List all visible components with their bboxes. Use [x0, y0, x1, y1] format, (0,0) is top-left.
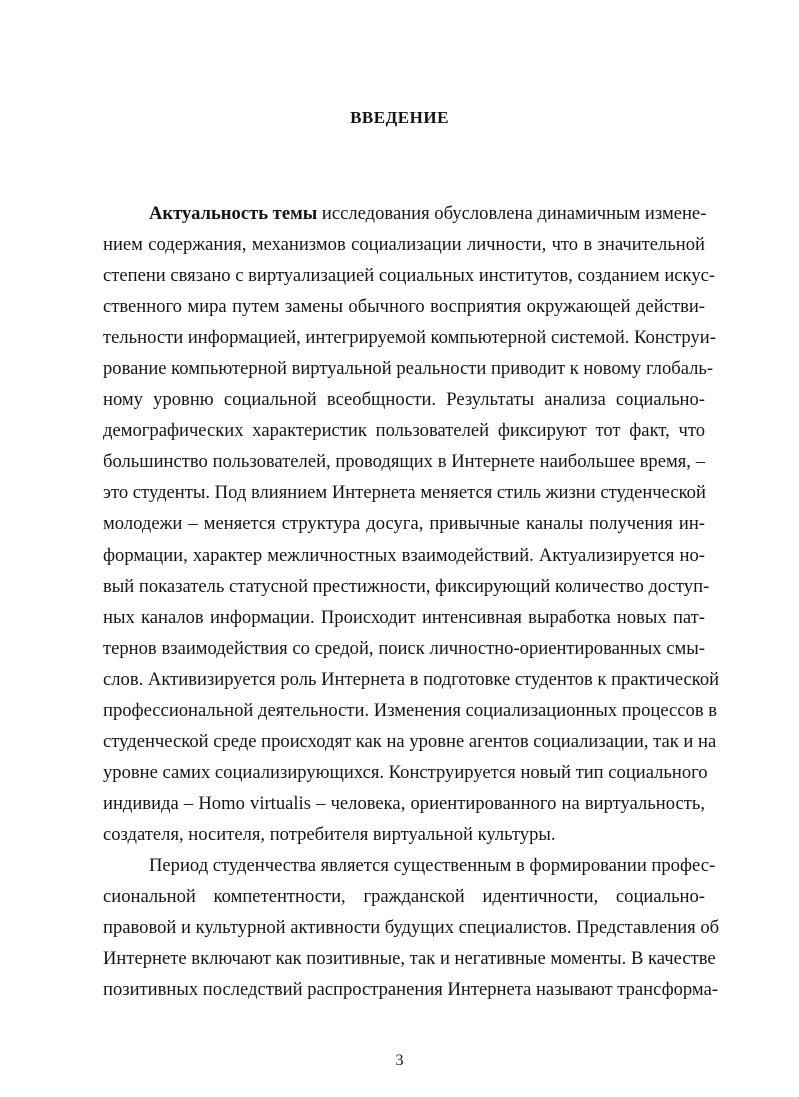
page-number: 3 [395, 1052, 404, 1069]
paragraph-2 [103, 850, 720, 1005]
paragraph1-line: это студенты. Под влиянием Интернета меняется стиль жизни студенческой [103, 482, 706, 504]
paragraph2-line: сиональной компетентности, гражданской идентичности, социально- [103, 886, 705, 908]
paragraph1-line: ному уровню социальной всеобщности. Результаты анализа социально- [103, 389, 705, 411]
body-text [103, 198, 720, 1005]
paragraph1-line: уровне самих социализирующихся. Конструируется новый тип социального [103, 761, 708, 783]
paragraph1-line: индивида – Homo virtualis – человека, ориентированного на виртуальность, [103, 792, 705, 814]
paragraph1-line: большинство пользователей, проводящих в Интернете наибольшее время, – [103, 451, 705, 473]
line-text: исследования обусловлена динамичным измене- [317, 203, 707, 224]
paragraph2-line: Интернете включают как позитивные, так и негативные моменты. В качестве [103, 948, 716, 970]
paragraph-1 [103, 229, 720, 850]
paragraph1-line: демографических характеристик пользователей фиксируют тот факт, что [103, 420, 705, 442]
lead-phrase: Актуальность темы [149, 203, 318, 224]
paragraph1-line: тельности информацией, интегрируемой компьютерной системой. Конструи- [103, 327, 716, 349]
paragraph1-line: профессиональной деятельности. Изменения социализационных процессов в [103, 699, 718, 721]
paragraph2-line: позитивных последствий распространения Интернета называют трансформа- [103, 979, 719, 1001]
paragraph1-line: слов. Активизируется роль Интернета в подготовке студентов к практической [103, 668, 720, 690]
paragraph1-line: студенческой среде происходят как на уровне агентов социализации, так и на [103, 730, 717, 752]
paragraph1-line: нием содержания, механизмов социализации личности, что в значительной [103, 234, 705, 256]
section-heading: ВВЕДЕНИЕ [350, 108, 449, 127]
paragraph2-line: Период студенчества является существенным в формировании профес- [149, 854, 716, 876]
paragraph1-line: вый показатель статусной престижности, фиксирующий количество доступ- [103, 575, 710, 597]
paragraph1-line: молодежи – меняется структура досуга, привычные каналы получения ин- [103, 513, 705, 535]
paragraph1-line: рование компьютерной виртуальной реальности приводит к новому глобаль- [103, 358, 714, 380]
paragraph1-line: создателя, носителя, потребителя виртуальной культуры. [103, 823, 556, 845]
paragraph-1-line-1 [103, 198, 705, 229]
paragraph1-line: степени связано с виртуализацией социальных институтов, созданием искус- [103, 265, 716, 287]
paragraph1-line: тернов взаимодействия со средой, поиск личностно-ориентированных смы- [103, 637, 705, 659]
paragraph2-line: правовой и культурной активности будущих специалистов. Представления об [103, 917, 720, 939]
paragraph1-line: формации, характер межличностных взаимодействий. Актуализируется но- [103, 544, 705, 566]
paragraph1-line: ных каналов информации. Происходит интенсивная выработка новых пат- [103, 606, 705, 628]
paragraph1-line: ственного мира путем замены обычного восприятия окружающей действи- [103, 296, 705, 318]
